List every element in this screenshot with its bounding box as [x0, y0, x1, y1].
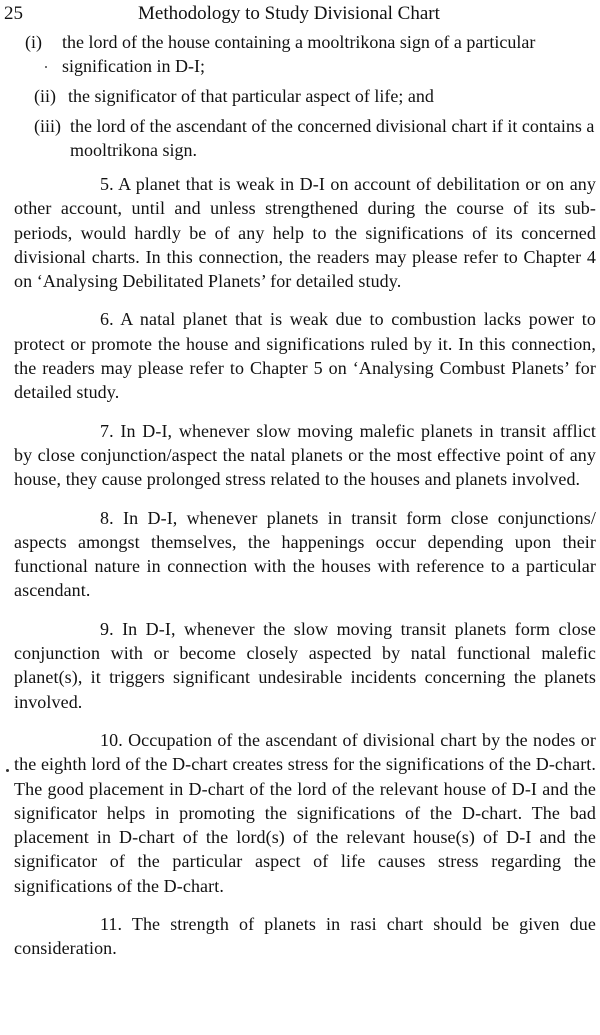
running-title: Methodology to Study Divisional Chart — [138, 3, 440, 24]
list-marker: (i) — [25, 32, 42, 52]
margin-mark — [6, 769, 9, 772]
body-text — [14, 172, 596, 975]
significator-list — [0, 30, 600, 168]
page-header — [0, 2, 600, 28]
paragraph-6: 6. A natal planet that is weak due to combustion lacks power to protect or promote the house and significations ruled by it. In this connection, the readers may please refer to Chapter 5 on ‘Analysing Combust Planets’ for detailed study. — [14, 309, 596, 403]
paragraph-8: 8. In D-I, whenever planets in transit form close conjunctions/ aspects amongst themselves, the happenings occur depending upon their functional nature in connection with the houses with reference to a particular ascendant. — [14, 507, 596, 601]
list-item — [0, 114, 600, 162]
paragraph-10: 10. Occupation of the ascendant of divisional chart by the nodes or the eighth lord of the D-chart creates stress for the significations of the D-chart. The good placement in D-chart of the lord of the relevant house of D-I and the significator helps in promoting the significations of the D-chart. The bad placement in D-chart of the lord(s) of the relevant house(s) of D-I and the significator of the particular aspect of life causes stress regarding the significations of the D-chart. — [14, 729, 596, 896]
paragraph-11: 11. The strength of planets in rasi chart should be given due consideration. — [14, 914, 596, 959]
paragraph-7: 7. In D-I, whenever slow moving malefic planets in transit afflict by close conjunction/aspect the natal planets or the most effective point of any house, they cause prolonged stress related to the houses and planets involved. — [14, 420, 596, 490]
list-marker: (ii) — [34, 86, 56, 106]
paragraph-5: 5. A planet that is weak in D-I on account of debilitation or on any other account, until and unless strengthened during the course of its sub-periods, would hardly be of any help to the significations of its concerned divisional charts. In this connection, the readers may please refer to Chapter 4 on ‘Analysing Debilitated Planets’ for detailed study. — [14, 174, 596, 292]
list-item — [0, 30, 600, 78]
paragraph-9: 9. In D-I, whenever the slow moving transit planets form close conjunction with or become closely aspected by natal functional malefic planet(s), it triggers significant undesirable incidents concerning the planets involved. — [14, 618, 596, 712]
list-marker: (iii) — [34, 116, 61, 136]
list-item — [0, 84, 600, 108]
list-text: the significator of that particular aspect of life; and — [68, 86, 434, 106]
list-text: the lord of the house containing a mooltrikona sign of a particular signification in D-I; — [62, 32, 536, 76]
page-number: 25 — [4, 3, 23, 24]
list-text: the lord of the ascendant of the concerned divisional chart if it contains a mooltrikona sign. — [70, 116, 595, 160]
